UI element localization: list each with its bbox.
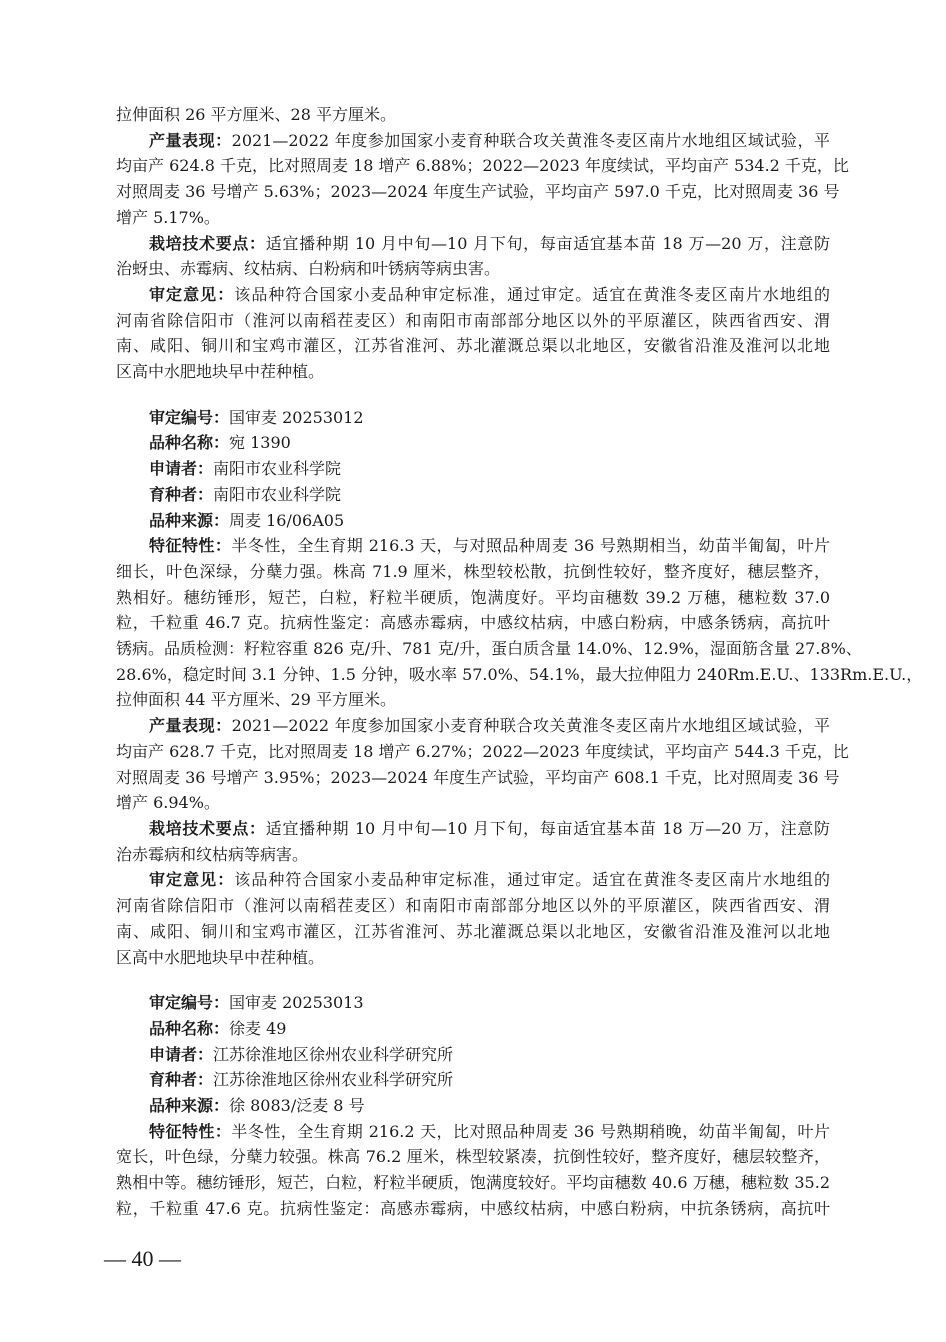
line-text: 治蚜虫、赤霉病、纹枯病、白粉病和叶锈病等病虫害。 [116,259,501,279]
meta-value: 徐麦 49 [229,1018,287,1038]
text-line [116,585,830,611]
line-text: 治赤霉病和纹枯病等病害。 [116,844,309,864]
meta-label: 品种名称： [149,1018,230,1038]
line-text: 河南省除信阳市（淮河以南稻茬麦区）和南阳市南部部分地区以外的平原灌区，陕西省西安、渭 [116,310,830,330]
paragraph-label: 特征特性： [149,536,232,556]
line-text: 28.6%，稳定时间 3.1 分钟、1.5 分钟，吸水率 57.0%、54.1%，最大拉伸阻力 240Rm.E.U.、133Rm.E.U.， [116,664,923,684]
variety-section [116,970,830,1221]
text-line [116,636,862,662]
line-text: 区高中水肥地块早中茬种植。 [116,947,325,967]
line-text: 拉伸面积 26 平方厘米、28 平方厘米。 [116,105,396,124]
line-text: 均亩产 624.8 千克，比对照周麦 18 增产 6.88%；2022—2023 年度续试，平均亩产 534.2 千克，比 [116,156,849,176]
text-line [116,205,830,231]
line-text: 区高中水肥地块早中茬种植。 [116,362,325,382]
meta-value: 南阳市农业科学院 [213,459,342,479]
text-line [116,533,830,559]
meta-value: 周麦 16/06A05 [229,510,345,530]
meta-label: 育种者： [149,484,214,504]
meta-label: 品种来源： [149,510,230,530]
text-line [116,231,830,257]
line-text: 半冬性，全生育期 216.3 天，与对照品种周麦 36 号熟期相当，幼苗半匍匐，叶片 [231,536,830,556]
meta-label: 育种者： [149,1070,214,1090]
line-text: 熟相中等。穗纺锤形，短芒，白粒，籽粒半硬质，饱满度较好。平均亩穗数 40.6 万穗，穗粒数 35.2 [116,1173,830,1193]
section-gap [116,385,830,405]
text-line [116,739,849,765]
meta-row [116,1016,830,1042]
page-number: — 40 — [104,1246,181,1271]
text-line [116,945,830,971]
text-line [116,765,840,791]
line-text: 熟相好。穗纺锤形，短芒，白粒，籽粒半硬质，饱满度好。平均亩穗数 39.2 万穗，穗粒数 37.0 [116,587,830,607]
document-body [116,102,923,1222]
meta-value: 国审麦 20253012 [229,407,364,427]
line-text: 对照周麦 36 号增产 5.63%；2023—2024 年度生产试验，平均亩产 597.0 千克，比对照周麦 36 号 [116,182,840,202]
line-text: 粒，千粒重 47.6 克。抗病性鉴定：高感赤霉病，中感纹枯病，中感白粉病，中抗条锈病，高抗叶 [116,1198,830,1218]
section-gap [116,970,830,990]
text-line [116,662,923,688]
meta-label: 审定编号： [149,407,230,427]
text-line [116,919,830,945]
text-line [116,1196,830,1222]
line-text: 增产 6.94%。 [116,793,220,813]
text-line [116,128,830,154]
line-text: 南、咸阳、铜川和宝鸡市灌区，江苏省淮河、苏北灌溉总渠以北地区，安徽省沿淮及淮河以北地 [116,921,830,941]
meta-row [116,1093,830,1119]
line-text: 锈病。品质检测：籽粒容重 826 克/升、781 克/升，蛋白质含量 14.0%、12.9%，湿面筋含量 27.8%、 [116,639,862,659]
paragraph-label: 栽培技术要点： [149,233,266,253]
text-line [116,359,830,385]
meta-value: 南阳市农业科学院 [213,484,342,504]
meta-label: 申请者： [149,1044,214,1064]
paragraph-label: 产量表现： [149,716,232,736]
meta-label: 审定编号： [149,993,230,1013]
paragraph-label: 审定意见： [149,284,235,304]
text-line [116,153,849,179]
text-line [116,559,830,585]
text-line [116,333,830,359]
variety-section [116,102,849,385]
paragraph-label: 栽培技术要点： [149,818,266,838]
line-text: 2021—2022 年度参加国家小麦育种联合攻关黄淮冬麦区南片水地组区域试验，平 [231,130,830,150]
meta-label: 品种名称： [149,433,230,453]
meta-value: 国审麦 20253013 [229,993,364,1013]
paragraph [116,231,830,282]
paragraph-label: 审定意见： [149,870,235,890]
line-text: 该品种符合国家小麦品种审定标准，通过审定。适宜在黄淮冬麦区南片水地组的 [234,870,830,890]
line-text: 细长，叶色深绿，分蘖力强。株高 71.9 厘米，株型较松散，抗倒性较好，整齐度好，穗层整齐， [116,561,830,581]
line-text: 增产 5.17%。 [116,207,220,227]
text-line [116,179,840,205]
meta-value: 江苏徐淮地区徐州农业科学研究所 [213,1044,454,1064]
paragraph [116,128,849,231]
text-line [116,1119,830,1145]
paragraph [116,816,830,867]
meta-label: 申请者： [149,459,214,479]
line-text: 2021—2022 年度参加国家小麦育种联合攻关黄淮冬麦区南片水地组区域试验，平 [231,716,830,736]
paragraph [116,713,849,816]
text-line [116,687,830,713]
line-text: 半冬性，全生育期 216.2 天，比对照品种周麦 36 号熟期稍晚，幼苗半匍匐，叶片 [231,1121,830,1141]
text-line [116,790,830,816]
meta-row [116,456,830,482]
variety-section [116,385,923,970]
meta-row [116,1067,830,1093]
paragraph-label: 特征特性： [149,1121,232,1141]
text-line [116,1170,830,1196]
line-text: 适宜播种期 10 月中旬—10 月下旬，每亩适宜基本苗 18 万—20 万，注意防 [265,233,830,253]
text-line [116,816,830,842]
meta-row [116,482,830,508]
line-text: 对照周麦 36 号增产 3.95%；2023—2024 年度生产试验，平均亩产 608.1 千克，比对照周麦 36 号 [116,767,840,787]
line-text: 南、咸阳、铜川和宝鸡市灌区，江苏省淮河、苏北灌溉总渠以北地区，安徽省沿淮及淮河以北地 [116,336,830,356]
paragraph-label: 产量表现： [149,130,232,150]
text-line [116,308,830,334]
paragraph [116,867,830,970]
paragraph [116,282,830,385]
text-line [116,102,830,128]
line-text: 适宜播种期 10 月中旬—10 月下旬，每亩适宜基本苗 18 万—20 万，注意防 [265,818,830,838]
text-line [116,842,830,868]
meta-row [116,430,830,456]
text-line [116,867,830,893]
meta-row [116,405,830,431]
meta-value: 宛 1390 [229,433,291,453]
line-text: 河南省除信阳市（淮河以南稻茬麦区）和南阳市南部部分地区以外的平原灌区，陕西省西安、渭 [116,896,830,916]
meta-value: 徐 8083/泛麦 8 号 [229,1096,365,1116]
line-text: 粒，千粒重 46.7 克。抗病性鉴定：高感赤霉病，中感纹枯病，中感白粉病，中感条锈病，高抗叶 [116,613,830,633]
text-line [116,893,830,919]
line-text: 拉伸面积 44 平方厘米、29 平方厘米。 [116,690,396,710]
line-text: 宽长，叶色绿，分蘖力较强。株高 76.2 厘米，株型较紧凑，抗倒性较好，整齐度好，穗层较整齐， [116,1147,830,1167]
text-line [116,282,830,308]
paragraph [116,102,830,128]
text-line [116,610,830,636]
text-line [116,713,830,739]
meta-row [116,508,830,534]
text-line [116,256,830,282]
meta-row [116,1042,830,1068]
line-text: 均亩产 628.7 千克，比对照周麦 18 增产 6.27%；2022—2023 年度续试，平均亩产 544.3 千克，比 [116,741,849,761]
text-line [116,1144,830,1170]
paragraph [116,1119,830,1222]
meta-row [116,990,830,1016]
line-text: 该品种符合国家小麦品种审定标准，通过审定。适宜在黄淮冬麦区南片水地组的 [234,284,830,304]
meta-label: 品种来源： [149,1096,230,1116]
paragraph [116,533,923,713]
meta-value: 江苏徐淮地区徐州农业科学研究所 [213,1070,454,1090]
